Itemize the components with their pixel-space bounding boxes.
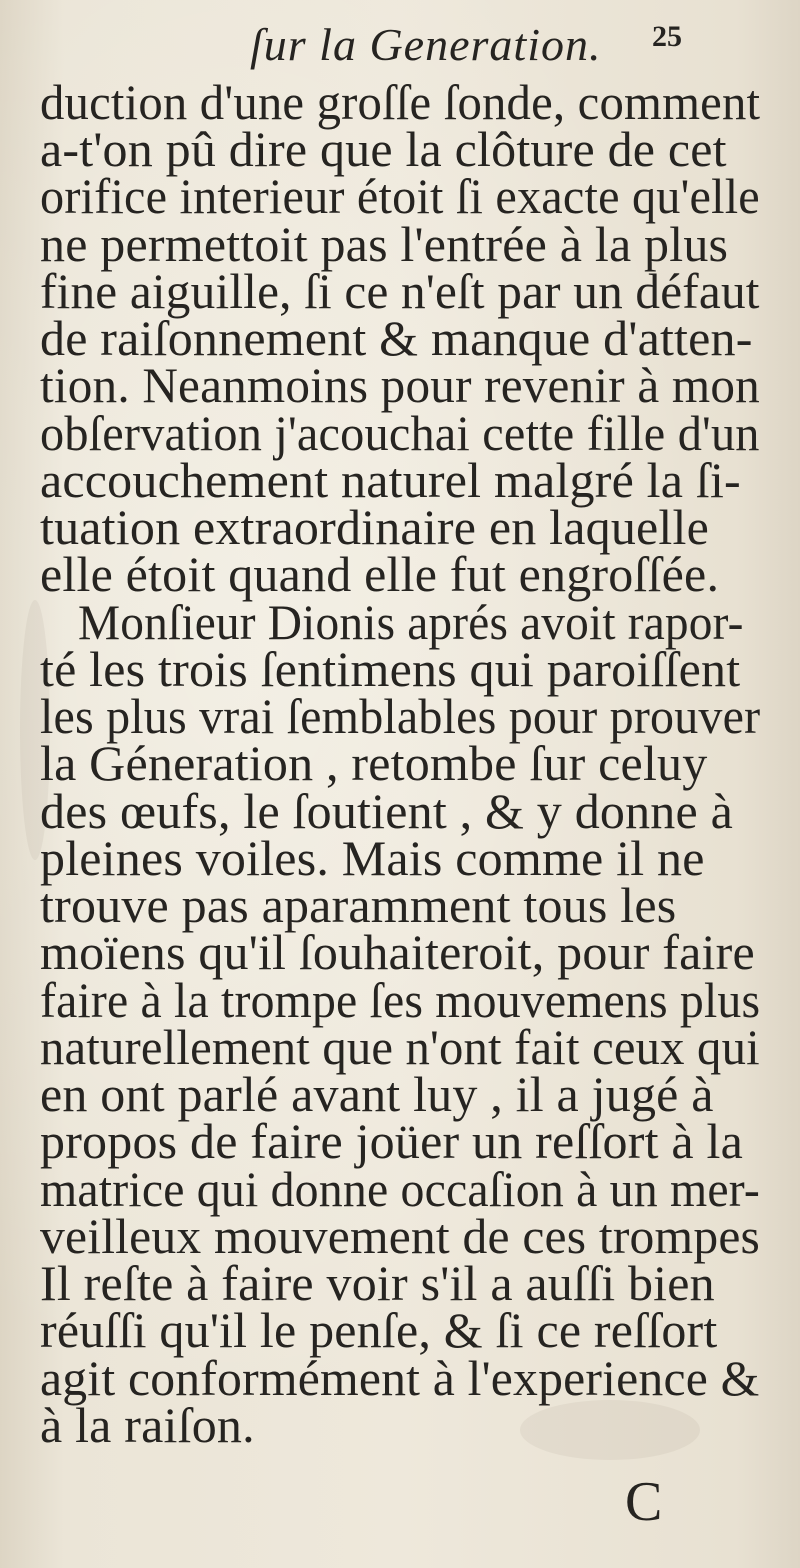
text-line: en ont parlé avant luy , il a jugé à xyxy=(40,1066,714,1122)
text-line: orifice interieur étoit ſi exacte qu'elle xyxy=(40,168,760,224)
text-line: des œufs, le ſoutient , & y donne à xyxy=(40,783,733,839)
text-line: pleines voiles. Mais comme il ne xyxy=(40,830,705,886)
text-line: fine aiguille, ſi ce n'eſt par un défaut xyxy=(40,263,760,319)
text-line: à la raiſon. xyxy=(40,1397,255,1453)
signature-mark: C xyxy=(625,1471,663,1533)
text-line: moïens qu'il ſouhaiteroit, pour faire xyxy=(40,924,755,980)
text-line: elle étoit quand elle fut engroſſée. xyxy=(40,546,720,602)
text-line: faire à la trompe ſes mouvemens plus xyxy=(40,972,761,1028)
running-title: ſur la Generation. xyxy=(250,19,602,70)
text-line: matrice qui donne occaſion à un mer- xyxy=(40,1161,760,1217)
text-line: tion. Neanmoins pour revenir à mon xyxy=(40,357,760,413)
text-line: accouchement naturel malgré la ſi- xyxy=(40,452,741,508)
text-line: Monſieur Dionis aprés avoit rapor- xyxy=(78,594,744,650)
page-header xyxy=(0,14,800,70)
text-line: les plus vrai ſemblables pour prouver xyxy=(40,688,761,744)
text-line: a-t'on pû dire que la clôture de cet xyxy=(40,121,727,177)
text-line: Il reſte à faire voir s'il a auſſi bien xyxy=(40,1255,715,1311)
text-line: réuſſi qu'il le penſe, & ſi ce reſſort xyxy=(40,1302,718,1358)
text-line: tuation extraordinaire en laquelle xyxy=(40,499,710,555)
text-line: naturellement que n'ont fait ceux qui xyxy=(40,1019,760,1075)
text-line: propos de faire joüer un reſſort à la xyxy=(40,1113,743,1169)
text-line: té les trois ſentimens qui paroiſſent xyxy=(40,641,741,697)
text-line: trouve pas aparamment tous les xyxy=(40,877,677,933)
text-line: ne permettoit pas l'entrée à la plus xyxy=(40,216,729,272)
text-line: obſervation j'acouchai cette fille d'un xyxy=(40,405,760,461)
text-line: duction d'une groſſe ſonde, comment xyxy=(40,74,761,130)
text-line: agit conformément à l'experience & xyxy=(40,1350,760,1406)
text-line: la Géneration , retombe ſur celuy xyxy=(40,735,708,791)
text-line: de raiſonnement & manque d'atten- xyxy=(40,310,753,366)
text-line: veilleux mouvement de ces trompes xyxy=(40,1208,761,1264)
page-number: 25 xyxy=(652,20,682,53)
